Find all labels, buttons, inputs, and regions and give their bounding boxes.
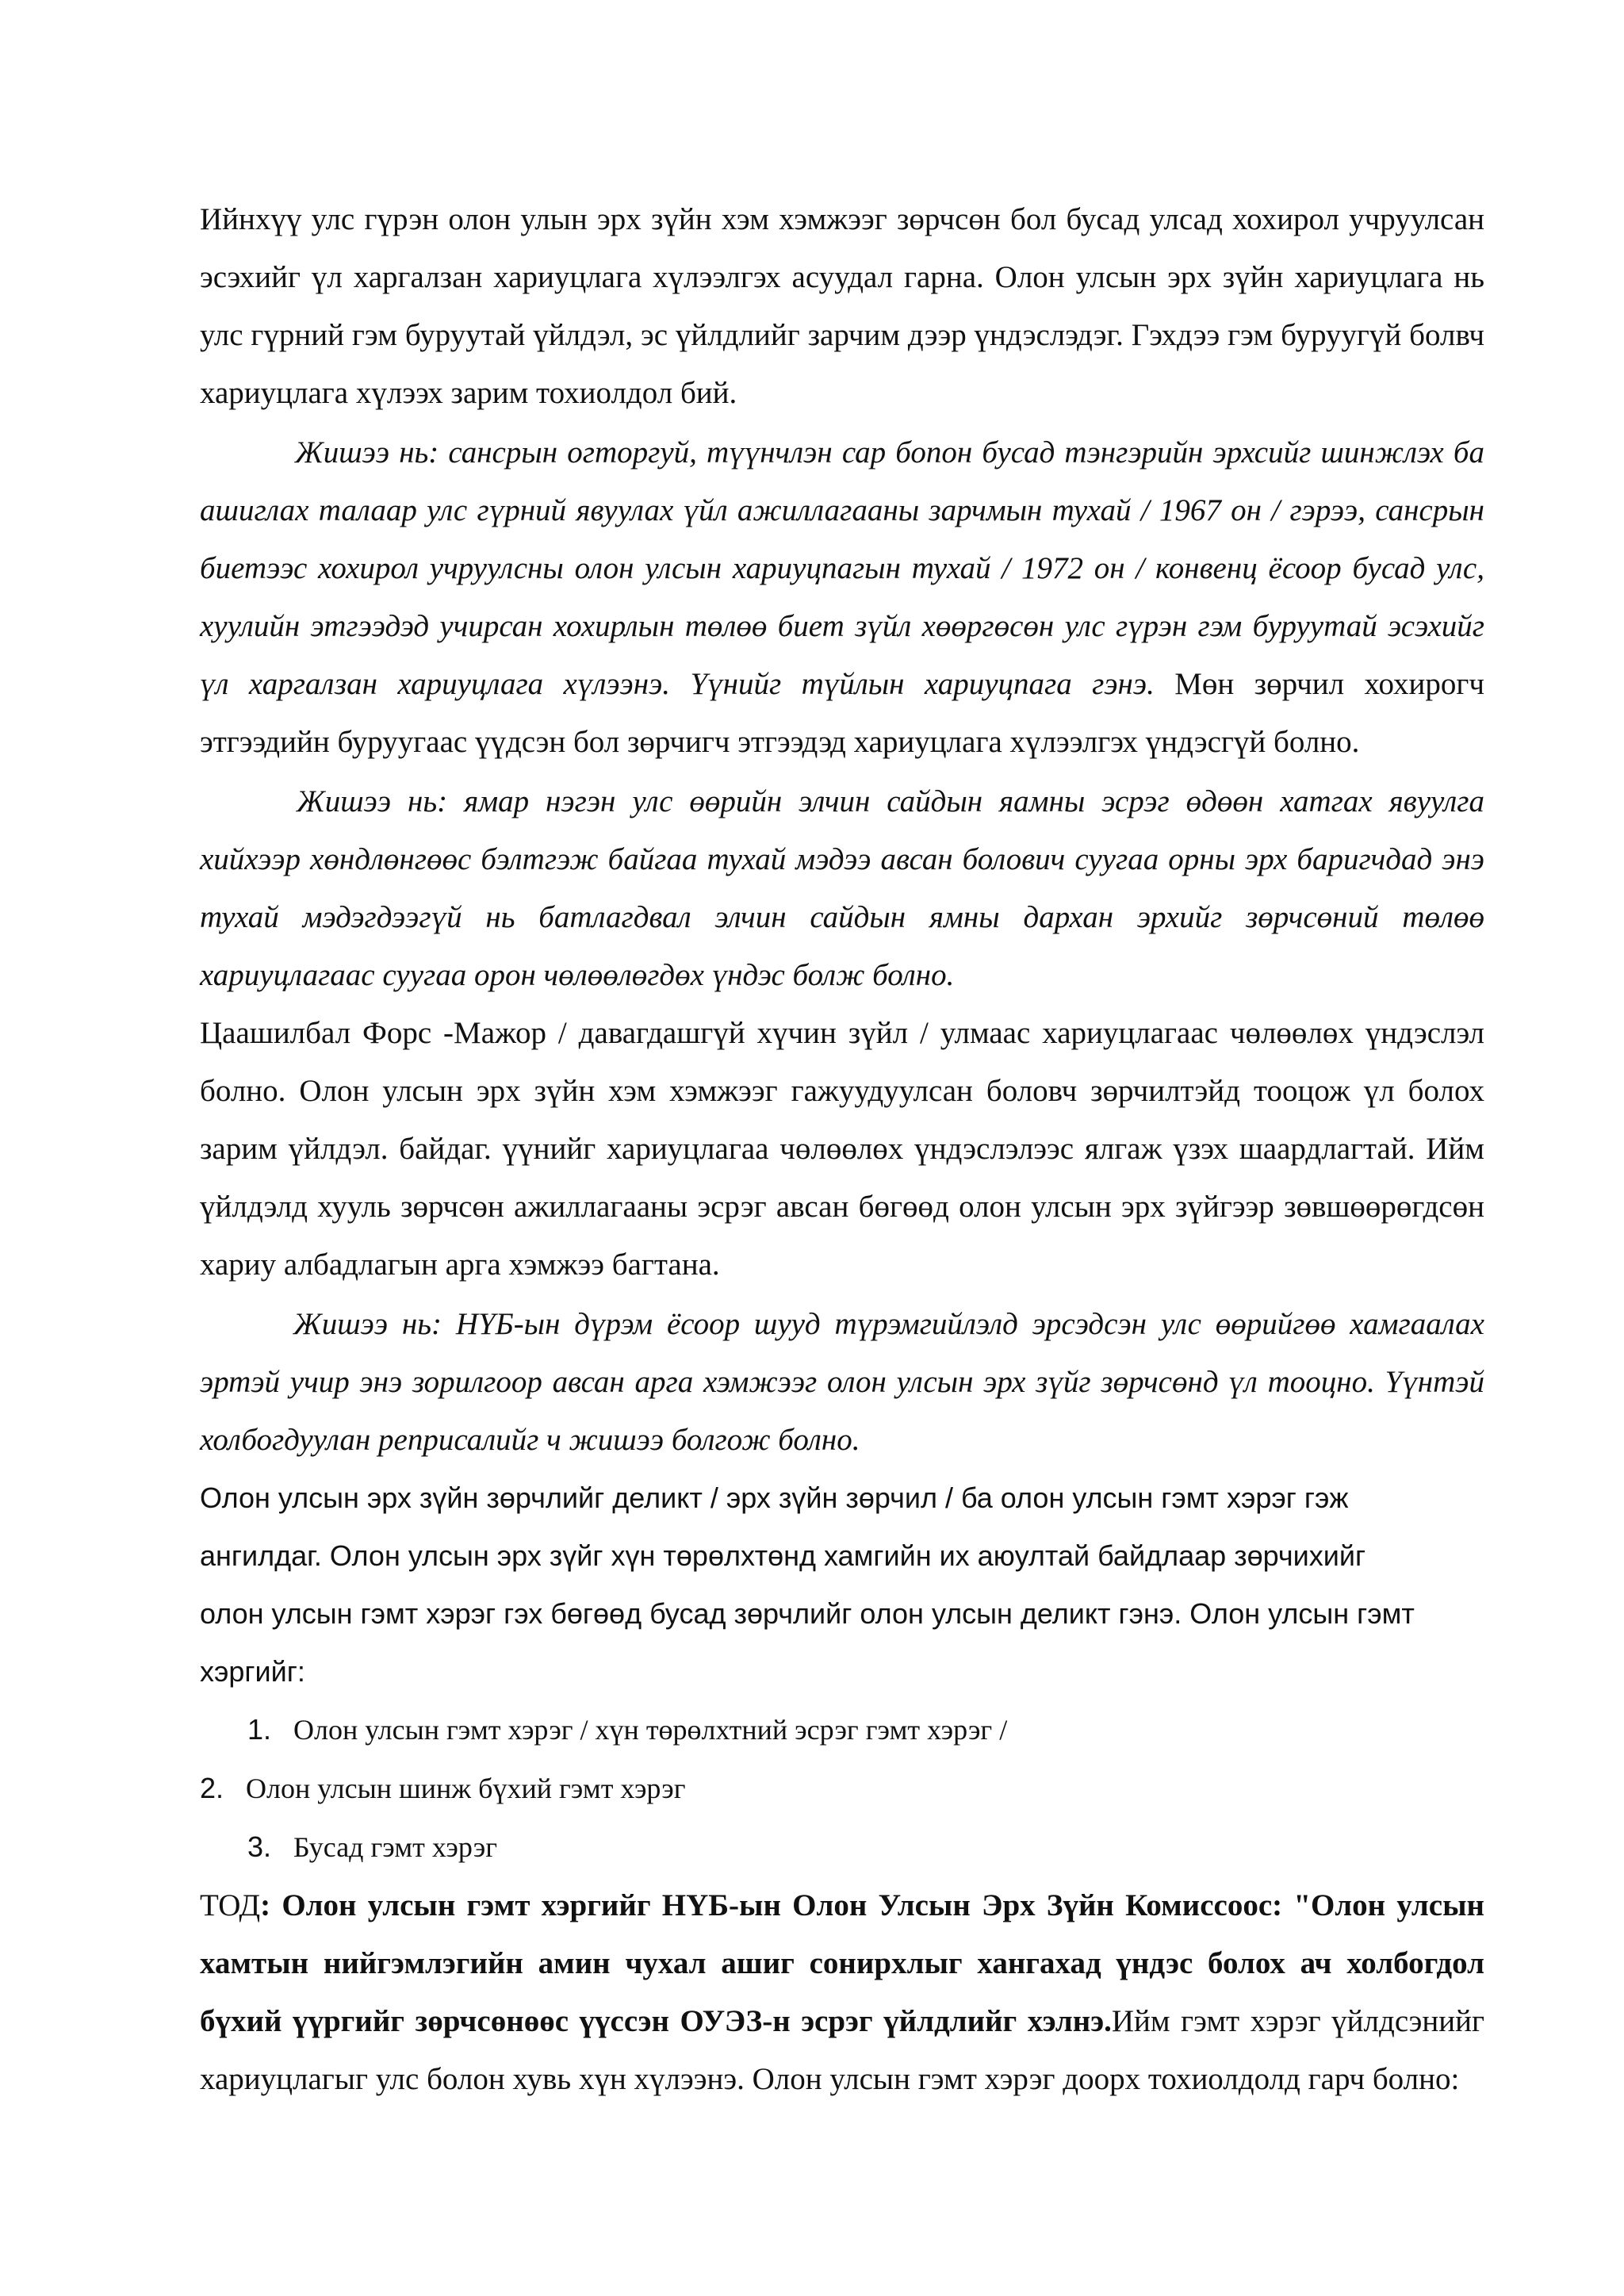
definition-prefix: ТОД (200, 1888, 261, 1922)
classification-line-1: Олон улсын эрх зүйн зөрчлийг деликт / эрх зүйн зөрчил / ба олон улсын гэмт хэрэг гэж (200, 1481, 1349, 1514)
document-body (200, 190, 1484, 2108)
paragraph-example-embassy: Жишээ нь: ямар нэгэн улс өөрийн элчин сайдын яамны эсрэг өдөөн хатгах явуулга хийхээр хөндлөнгөөс бэлтгэж байгаа тухай мэдээ авсан болович суугаа орны эрх баригчдад энэ тухай мэдэгдээгүй нь батлагдвал элчин сайдын ямны дархан эрхийг зөрчсөний төлөө хариуцлагаас суугаа орон чөлөөлөгдөх үндэс болж болно. (200, 784, 1484, 992)
paragraph-force-majeure: Цаашилбал Форс -Мажор / давагдашгүй хүчин зүйл / улмаас хариуцлагаас чөлөөлөх үндэслэл болно. Олон улсын эрх зүйн хэм хэмжээг гажуудуулсан боловч зөрчилтэйд тооцож үл болох зарим үйлдэл. байдаг. үүнийг хариуцлагаа чөлөөлөх үндэслэлээс ялгаж үзэх шаардлагтай. Ийм үйлдэлд хууль зөрчсөн ажиллагааны эсрэг авсан бөгөөд олон улсын эрх зүйгээр зөвшөөрөгдсөн хариу албадлагын арга хэмжээ багтана. (200, 1016, 1484, 1282)
paragraph-example-un-charter: Жишээ нь: НҮБ-ын дүрэм ёсоор шууд түрэмгийлэлд эрсэдсэн улс өөрийгөө хамгаалах эртэй учир энэ зорилгоор авсан арга хэмжээг олон улсын эрх зүйг зөрчсөнд үл тооцно. Үүнтэй холбогдуулан реприсалийг ч жишээ болгож болно. (200, 1307, 1484, 1457)
paragraph-liability-intro: Ийнхүү улс гүрэн олон улын эрх зүйн хэм хэмжээг зөрчсөн бол бусад улсад хохирол учруулсан эсэхийг үл харгалзан хариуцлага хүлээлгэх асуудал гарна. Олон улсын эрх зүйн хариуцлага нь улс гүрний гэм буруутай үйлдэл, эс үйлдлийг зарчим дээр үндэслэдэг. Гэхдээ гэм буруугүй болвч хариуцлага хүлээх зарим тохиолдол бий. (200, 202, 1484, 410)
definition-tail: Ийм гэмт хэрэг үйлдсэнийг хариуцлагыг улс болон хувь хүн хүлээнэ. Олон улсын гэмт хэрэг доорх тохиолдолд гарч болно: (200, 2004, 1484, 2096)
list-item-text: Бусад гэмт хэрэг (293, 1831, 497, 1863)
list-item-number: 2. (200, 1772, 224, 1804)
paragraph-example-space (200, 424, 1484, 771)
example-space-italic: Жишээ нь: сансрын огторгуй, түүнчлэн сар бопон бусад тэнгэрийн эрхсийг шинжлэх ба ашиглах талаар улс гүрний явуулах үйл ажиллагааны зарчмын тухай / 1967 он / гэрээ, сансрын биетээс хохирол учруулсны олон улсын хариуцпагын тухай / 1972 он / конвенц ёсоор бусад улс, хуулийн этгээдэд учирсан хохирлын төлөө биет зүйл хөөргөсөн улс гүрэн гэм буруутай эсэхийг үл харгалзан хариуцлага хүлээнэ. Үүнийг түйлын хариуцпага гэнэ. (200, 435, 1484, 701)
list-item (200, 1818, 1484, 1876)
list-item-text: Олон улсын гэмт хэрэг / хүн төрөлхтний эсрэг гэмт хэрэг / (293, 1714, 1008, 1746)
classification-line-2: ангилдаг. Олон улсын эрх зүйг хүн төрөлхтөнд хамгийн их аюултай байдлаар зөрчихийг (200, 1539, 1366, 1572)
classification-line-3: олон улсын гэмт хэрэг гэх бөгөөд бусад зөрчлийг олон улсын деликт гэнэ. Олон улсын гэмт (200, 1597, 1415, 1630)
list-item (200, 1759, 1484, 1818)
list-item-number: 3. (247, 1830, 272, 1863)
definition-bold: : Олон улсын гэмт хэргийг НҮБ-ын Олон Улсын Эрх Зүйн Комиссоос: "Олон улсын хамтын нийгэмлэгийн амин чухал ашиг сонирхлыг хангахад үндэс болох ач холбогдол бүхий үүргийг зөрчсөнөөс үүссэн ОУЭЗ-н эсрэг үйлдлийг хэлнэ. (200, 1888, 1484, 2038)
classification-line-4: хэргийг: (200, 1655, 305, 1688)
paragraph-classification (200, 1469, 1484, 1700)
example-space-tail: Мөн зөрчил хохирогч этгээдийн буруугаас үүдсэн бол зөрчигч этгээдэд хариуцлага хүлээлгэх үндэсгүй болно. (200, 667, 1484, 759)
crime-type-list (200, 1700, 1484, 1876)
list-item (200, 1700, 1484, 1759)
list-item-text: Олон улсын шинж бүхий гэмт хэрэг (246, 1773, 686, 1804)
list-item-number: 1. (247, 1713, 272, 1746)
paragraph-definition (200, 1876, 1484, 2108)
